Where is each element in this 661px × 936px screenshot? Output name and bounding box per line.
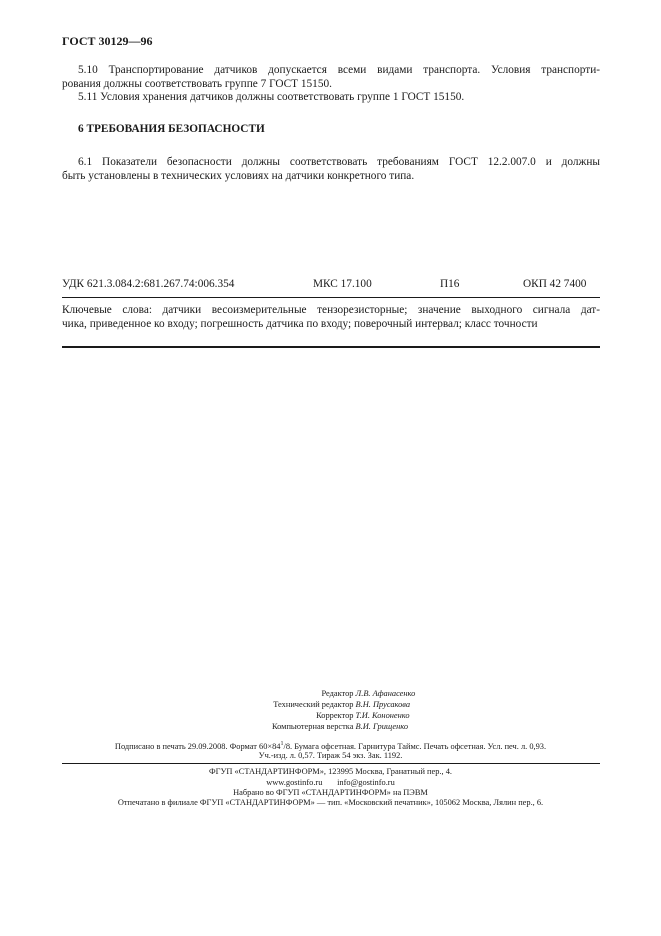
imprint-line2: Уч.-изд. л. 0,57. Тираж 54 экз. Зак. 1192. xyxy=(258,751,403,760)
section-6-title: 6 ТРЕБОВАНИЯ БЕЗОПАСНОСТИ xyxy=(78,123,265,135)
paragraph-6-1-line2: быть установлены в технических условиях на датчики конкретного типа. xyxy=(62,170,415,182)
divider-keywords xyxy=(62,346,600,348)
udk-code: УДК 621.3.084.2:681.267.74:006.354 xyxy=(62,278,235,290)
credit-proofreader: Корректор Т.И. Кононенко xyxy=(316,711,410,720)
okp-code: ОКП 42 7400 xyxy=(523,278,587,290)
divider-imprint xyxy=(62,763,600,764)
paragraph-5-10-line2: рования должны соответствовать группе 7 ГОСТ 15150. xyxy=(62,78,332,90)
publisher-line1: ФГУП «СТАНДАРТИНФОРМ», 123995 Москва, Гранатный пер., 4. xyxy=(209,767,452,776)
publisher-line4: Отпечатано в филиале ФГУП «СТАНДАРТИНФОРМ» — тип. «Московский печатник», 105062 Москва, Лялин пер., 6. xyxy=(117,798,544,807)
paragraph-5-10-line1: 5.10 Транспортирование датчиков допускается всеми видами транспорта. Условия транспорти- xyxy=(78,64,600,76)
keywords-line1: Ключевые слова: датчики весоизмерительные тензорезисторные; значение выходного сигнала дат- xyxy=(62,304,600,316)
keywords-line2: чика, приведенное ко входу; погрешность датчика по входу; поверочный интервал; класс точности xyxy=(62,318,538,330)
credit-layout: Компьютерная верстка В.И. Грищенко xyxy=(271,722,409,731)
credits-block xyxy=(0,688,661,732)
imprint-line1: Подписано в печать 29.09.2008. Формат $60\times 84^1/8$. Бумага офсетная. Гарнитура Таймс. Печать офсетная. Усл. печ. л. 0,93. xyxy=(114,741,547,751)
divider-top xyxy=(62,297,600,298)
publisher-website[interactable]: www.gostinfo.ru xyxy=(266,778,323,787)
p-code: П16 xyxy=(440,278,460,290)
paragraph-5-11: 5.11 Условия хранения датчиков должны соответствовать группе 1 ГОСТ 15150. xyxy=(78,91,465,103)
document-header: ГОСТ 30129—96 xyxy=(62,34,153,48)
publisher-line3: Набрано во ФГУП «СТАНДАРТИНФОРМ» на ПЭВМ xyxy=(233,788,428,797)
credit-editor: Редактор Л.В. Афанасенко xyxy=(321,689,416,698)
paragraph-6-1-line1: 6.1 Показатели безопасности должны соответствовать требованиям ГОСТ 12.2.007.0 и должны xyxy=(78,156,600,168)
publisher-email[interactable]: info@gostinfo.ru xyxy=(337,778,395,787)
credit-tech-editor: Технический редактор В.Н. Прусакова xyxy=(273,700,411,709)
mks-code: МКС 17.100 xyxy=(313,278,372,290)
